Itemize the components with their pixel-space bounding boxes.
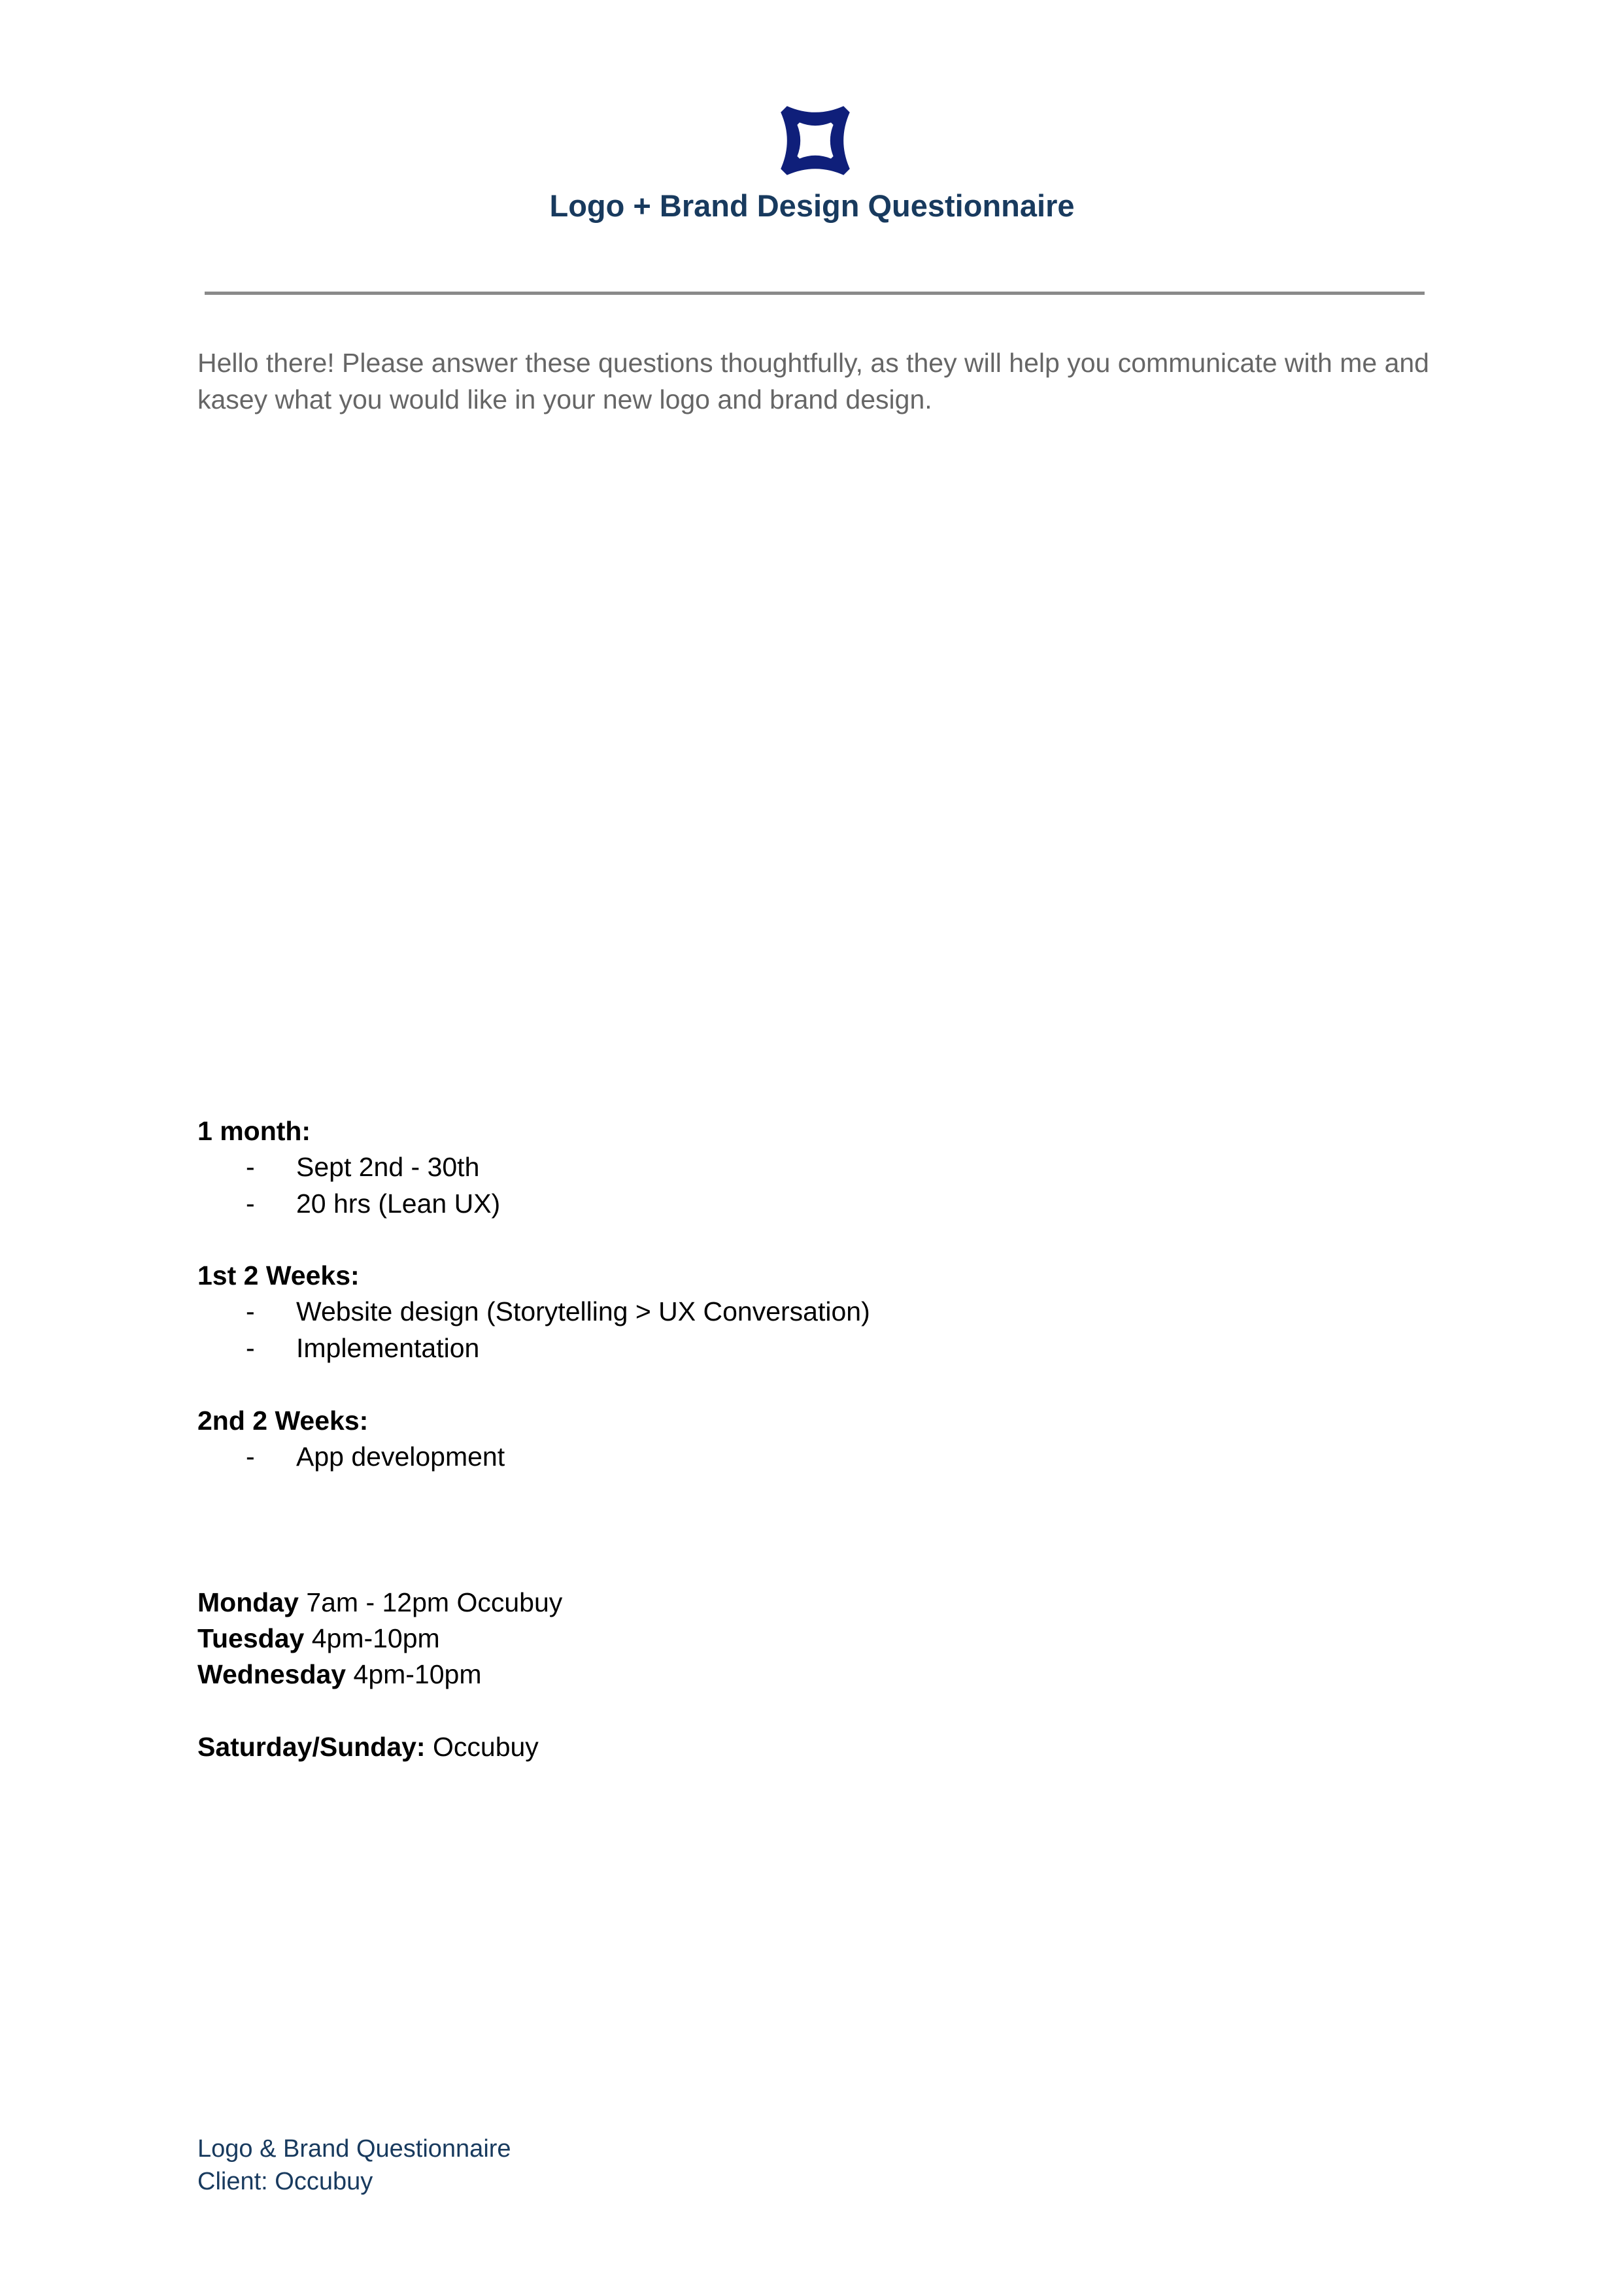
- plan-list-2nd-2-weeks: [197, 1438, 505, 1475]
- schedule-day: Saturday/Sunday:: [197, 1732, 426, 1762]
- plan-list-1-month: [197, 1149, 500, 1222]
- list-item-text: Implementation: [296, 1333, 480, 1363]
- bullet-dash: -: [246, 1442, 255, 1472]
- bullet-dash: -: [246, 1333, 255, 1363]
- header-divider: [205, 292, 1425, 295]
- list-item-text: Website design (Storytelling > UX Conversation): [296, 1296, 870, 1326]
- schedule-detail: 7am - 12pm Occubuy: [306, 1587, 563, 1617]
- bullet-dash: -: [246, 1189, 255, 1219]
- list-item-text: Sept 2nd - 30th: [296, 1152, 480, 1182]
- schedule-day: Wednesday: [197, 1659, 347, 1689]
- four-point-star-frame-icon: [776, 101, 854, 180]
- list-item: [197, 1330, 870, 1366]
- footer-document-name: Logo & Brand Questionnaire: [197, 2135, 511, 2163]
- schedule-row-weekend: [197, 1729, 539, 1765]
- schedule-row-monday: [197, 1584, 562, 1621]
- list-item-text: 20 hrs (Lean UX): [296, 1189, 501, 1219]
- footer-client: Client: Occubuy: [197, 2168, 373, 2195]
- schedule-day: Tuesday: [197, 1623, 305, 1653]
- list-item: [197, 1293, 870, 1330]
- schedule-row-wednesday: [197, 1656, 482, 1693]
- list-item-text: App development: [296, 1442, 505, 1472]
- schedule-day: Monday: [197, 1587, 299, 1617]
- bullet-dash: -: [246, 1152, 255, 1182]
- document-title: Logo + Brand Design Questionnaire: [549, 188, 1075, 223]
- schedule-row-tuesday: [197, 1620, 440, 1657]
- list-item: [197, 1438, 505, 1475]
- bullet-dash: -: [246, 1296, 255, 1326]
- plan-list-1st-2-weeks: [197, 1293, 870, 1366]
- list-item: [197, 1149, 500, 1185]
- intro-paragraph: Hello there! Please answer these questions thoughtfully, as they will help you communicate with me and kasey what you would like in your new logo and brand design.: [197, 348, 1429, 414]
- schedule-detail: 4pm-10pm: [353, 1659, 482, 1689]
- schedule-detail: 4pm-10pm: [311, 1623, 440, 1653]
- plan-heading-1-month: 1 month:: [197, 1116, 311, 1146]
- brand-logo: [776, 101, 854, 180]
- plan-heading-2nd-2-weeks: 2nd 2 Weeks:: [197, 1406, 369, 1436]
- schedule-detail: Occubuy: [433, 1732, 539, 1762]
- plan-heading-1st-2-weeks: 1st 2 Weeks:: [197, 1260, 360, 1290]
- list-item: [197, 1185, 500, 1222]
